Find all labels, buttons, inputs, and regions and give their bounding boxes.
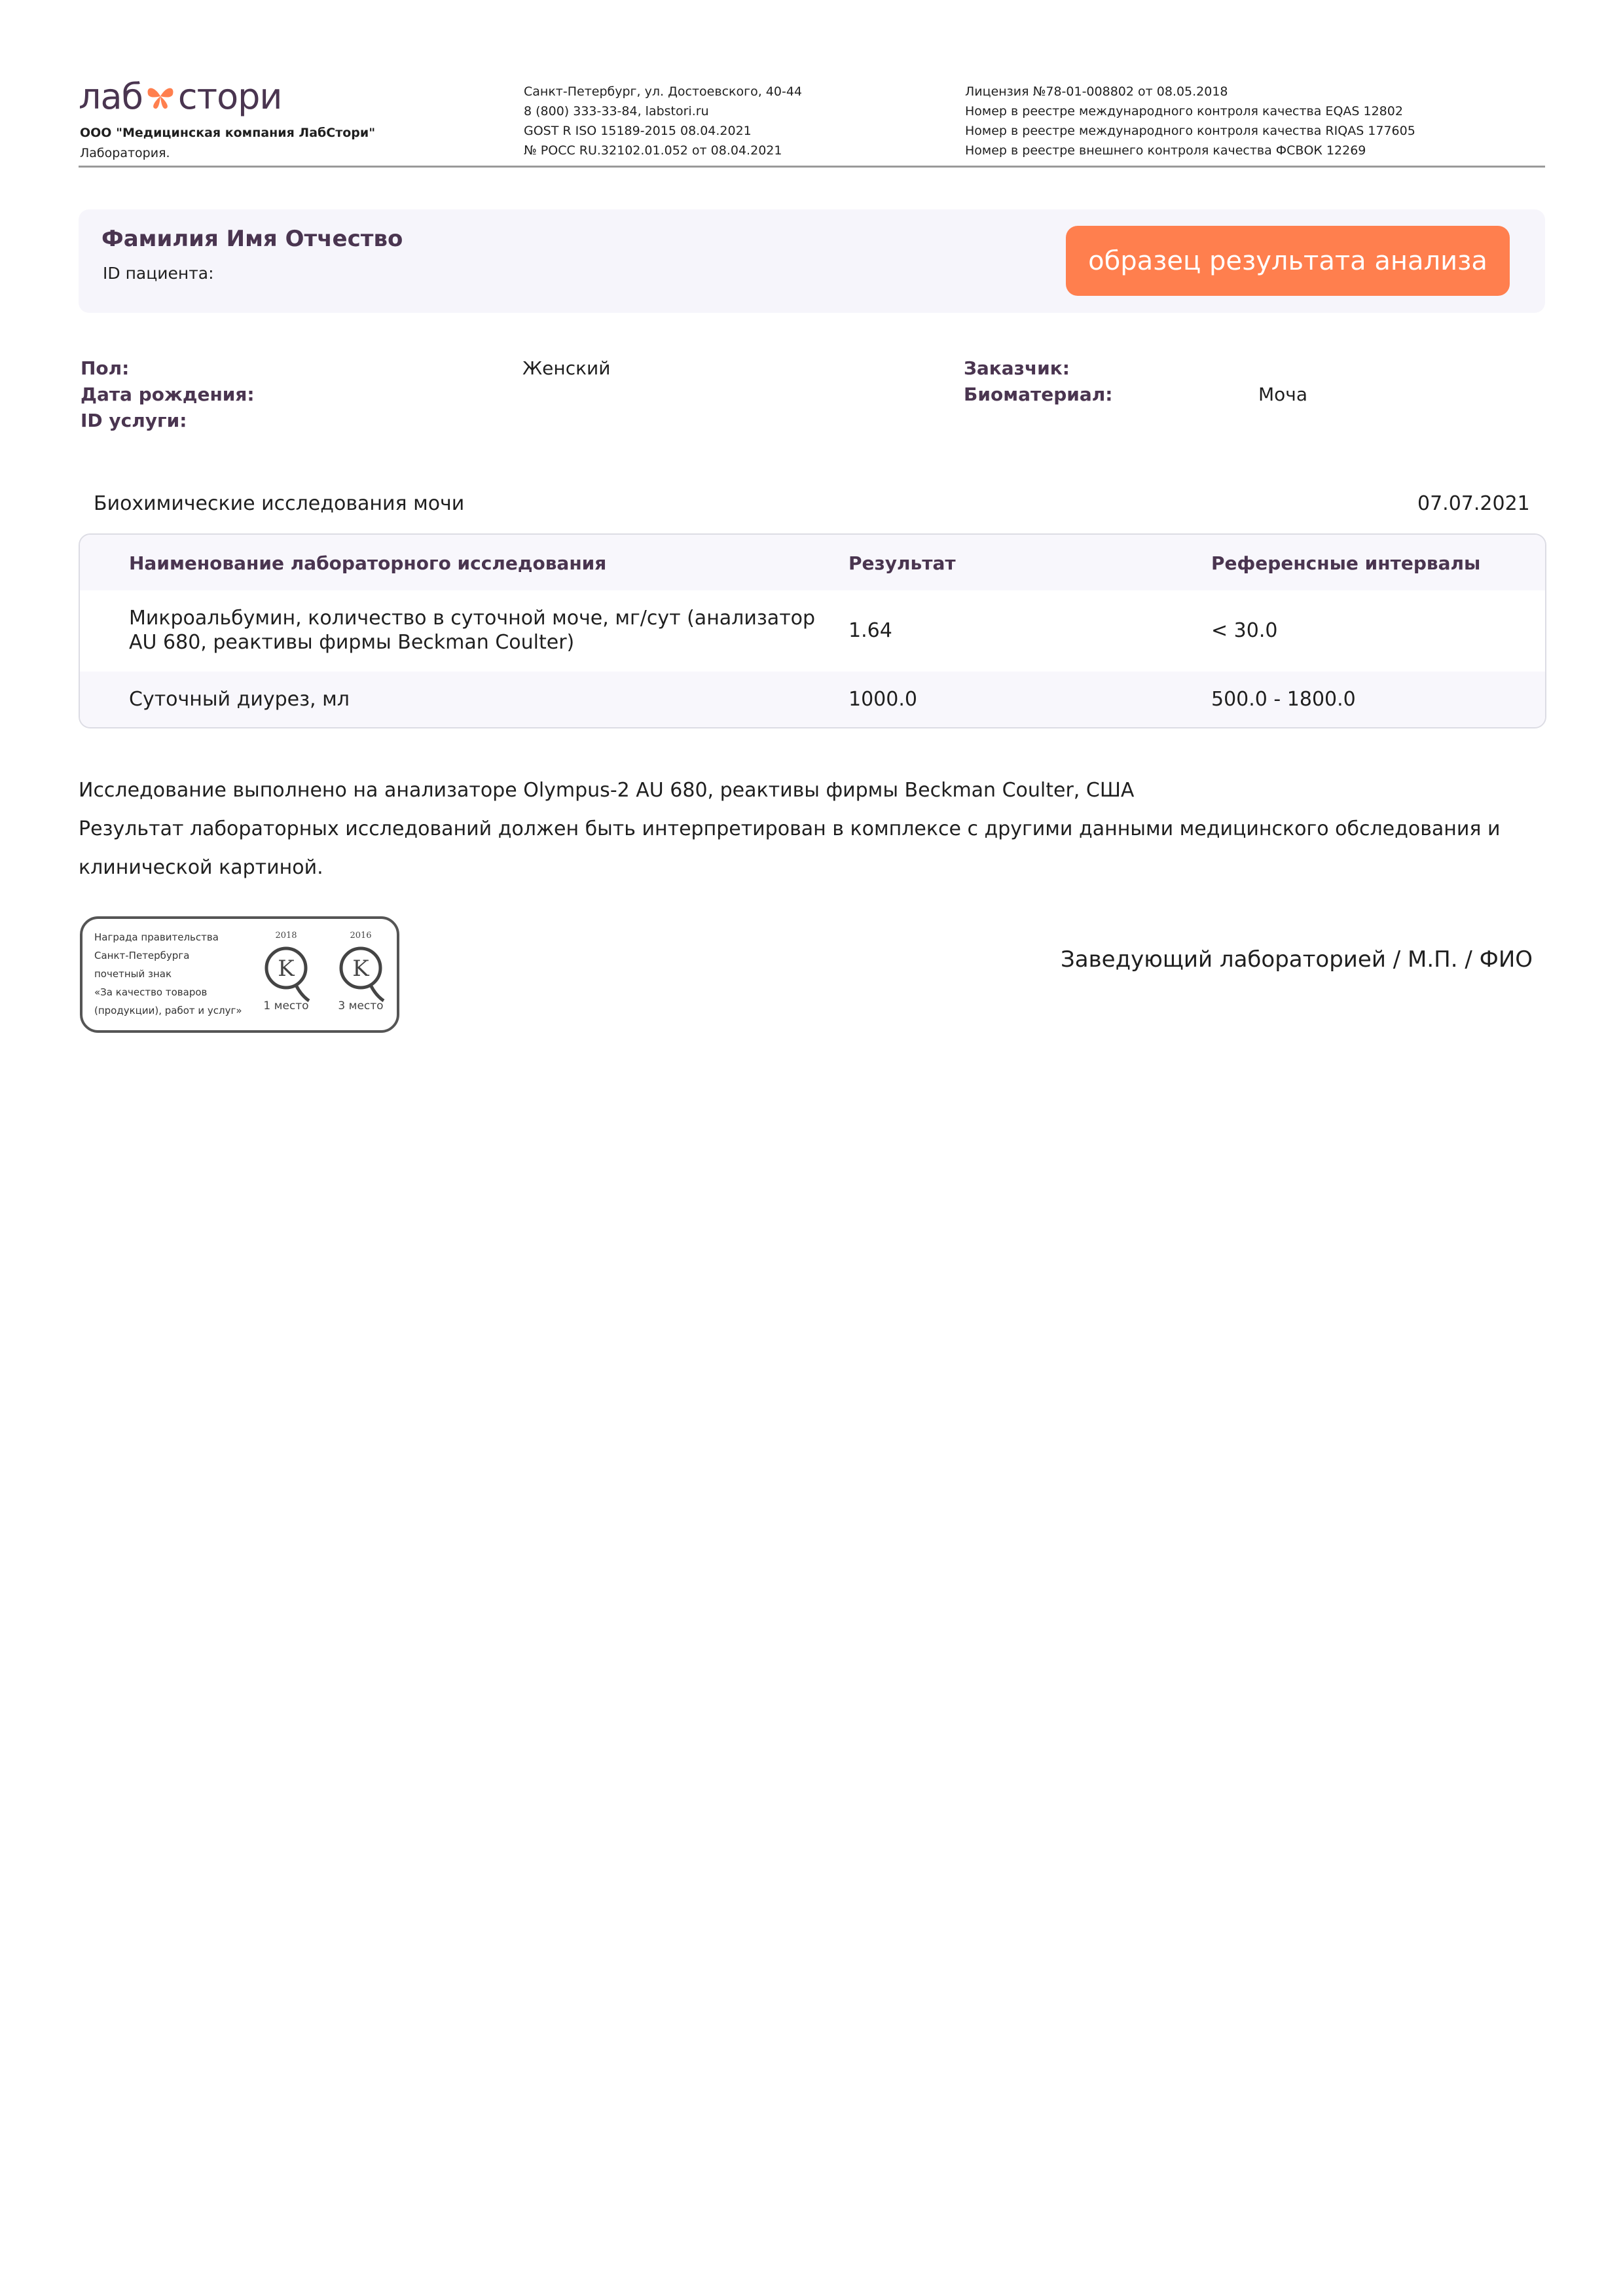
svg-text:K: K: [352, 956, 369, 982]
header-result: Результат: [848, 552, 956, 574]
contact-gost: GOST R ISO 15189-2015 08.04.2021: [524, 124, 752, 138]
contacts-block: [524, 82, 802, 160]
customer-label: Заказчик:: [964, 357, 1070, 379]
award-text: [94, 928, 242, 1020]
test-name: Суточный диурез, мл: [129, 688, 350, 711]
signature-line: Заведующий лабораторией / М.П. / ФИО: [1061, 946, 1533, 973]
patient-id-label: ID пациента:: [103, 264, 214, 283]
biomaterial-label: Биоматериал:: [964, 384, 1113, 405]
company-name: ООО "Медицинская компания ЛабСтори": [80, 126, 376, 140]
test-name: [129, 606, 815, 655]
biomaterial-value: Моча: [1258, 384, 1307, 405]
table-row: [80, 672, 1545, 727]
logo-text-part1: лаб: [79, 75, 143, 117]
test-reference: 500.0 - 1800.0: [1211, 688, 1356, 711]
license-riqas: Номер в реестре международного контроля качества RIQAS 177605: [965, 124, 1415, 138]
contact-phone: 8 (800) 333-33-84, labstori.ru: [524, 104, 709, 118]
contact-ross: № РОСС RU.32102.01.052 от 08.04.2021: [524, 143, 782, 158]
sample-result-badge: образец результата анализа: [1066, 226, 1510, 296]
section-date: 07.07.2021: [1417, 492, 1530, 515]
company-logo: [79, 73, 282, 119]
award-year: 2016: [350, 931, 372, 941]
table-header-row: [80, 535, 1545, 590]
license-number: Лицензия №78-01-008802 от 08.05.2018: [965, 84, 1228, 99]
test-result: 1000.0: [848, 688, 917, 711]
quality-q-icon: [262, 943, 310, 1003]
section-title: Биохимические исследования мочи: [94, 492, 465, 515]
table-row: [80, 590, 1545, 672]
header-divider: [79, 166, 1545, 168]
award-line: Санкт-Петербурга: [94, 950, 190, 961]
svg-text:K: K: [278, 956, 295, 982]
interpretation-note-cont: клинической картиной.: [79, 856, 323, 879]
header-name: Наименование лабораторного исследования: [129, 552, 607, 574]
sex-label: Пол:: [81, 357, 130, 379]
analyzer-note: Исследование выполнено на анализаторе Olympus-2 AU 680, реактивы фирмы Beckman Coulter, США: [79, 779, 1135, 802]
quality-q-icon: [337, 943, 385, 1003]
award-line: Награда правительства: [94, 931, 219, 943]
licenses-block: [965, 82, 1415, 160]
award-line: (продукции), работ и услуг»: [94, 1005, 242, 1016]
license-eqas: Номер в реестре международного контроля качества EQAS 12802: [965, 104, 1403, 118]
service-id-label: ID услуги:: [81, 410, 187, 431]
award-item-2016: [331, 931, 390, 1013]
results-table: [79, 533, 1546, 728]
award-place: 1 место: [263, 999, 309, 1013]
header-reference: Референсные интервалы: [1211, 552, 1481, 574]
butterfly-icon: [144, 80, 177, 113]
award-line: почетный знак: [94, 968, 172, 980]
birth-date-label: Дата рождения:: [81, 384, 255, 405]
test-reference: < 30.0: [1211, 619, 1278, 642]
award-item-2018: [257, 931, 316, 1013]
test-result: 1.64: [848, 619, 892, 642]
award-line: «За качество товаров: [94, 986, 208, 998]
quality-award-badge: [80, 916, 399, 1033]
sex-value: Женский: [522, 357, 611, 379]
company-type: Лаборатория.: [80, 146, 170, 160]
patient-name: Фамилия Имя Отчество: [101, 226, 403, 252]
interpretation-note: Результат лабораторных исследований должен быть интерпретирован в комплексе с другими данными медицинского обследования и: [79, 817, 1501, 840]
contact-address: Санкт-Петербург, ул. Достоевского, 40-44: [524, 84, 803, 99]
award-year: 2018: [275, 931, 297, 941]
award-place: 3 место: [338, 999, 384, 1013]
test-name-line2: AU 680, реактивы фирмы Beckman Coulter): [129, 631, 575, 654]
test-name-line1: Микроальбумин, количество в суточной моче, мг/сут (анализатор: [129, 607, 816, 630]
logo-text-part2: стори: [177, 75, 282, 117]
license-fsvok: Номер в реестре внешнего контроля качества ФСВОК 12269: [965, 143, 1366, 158]
